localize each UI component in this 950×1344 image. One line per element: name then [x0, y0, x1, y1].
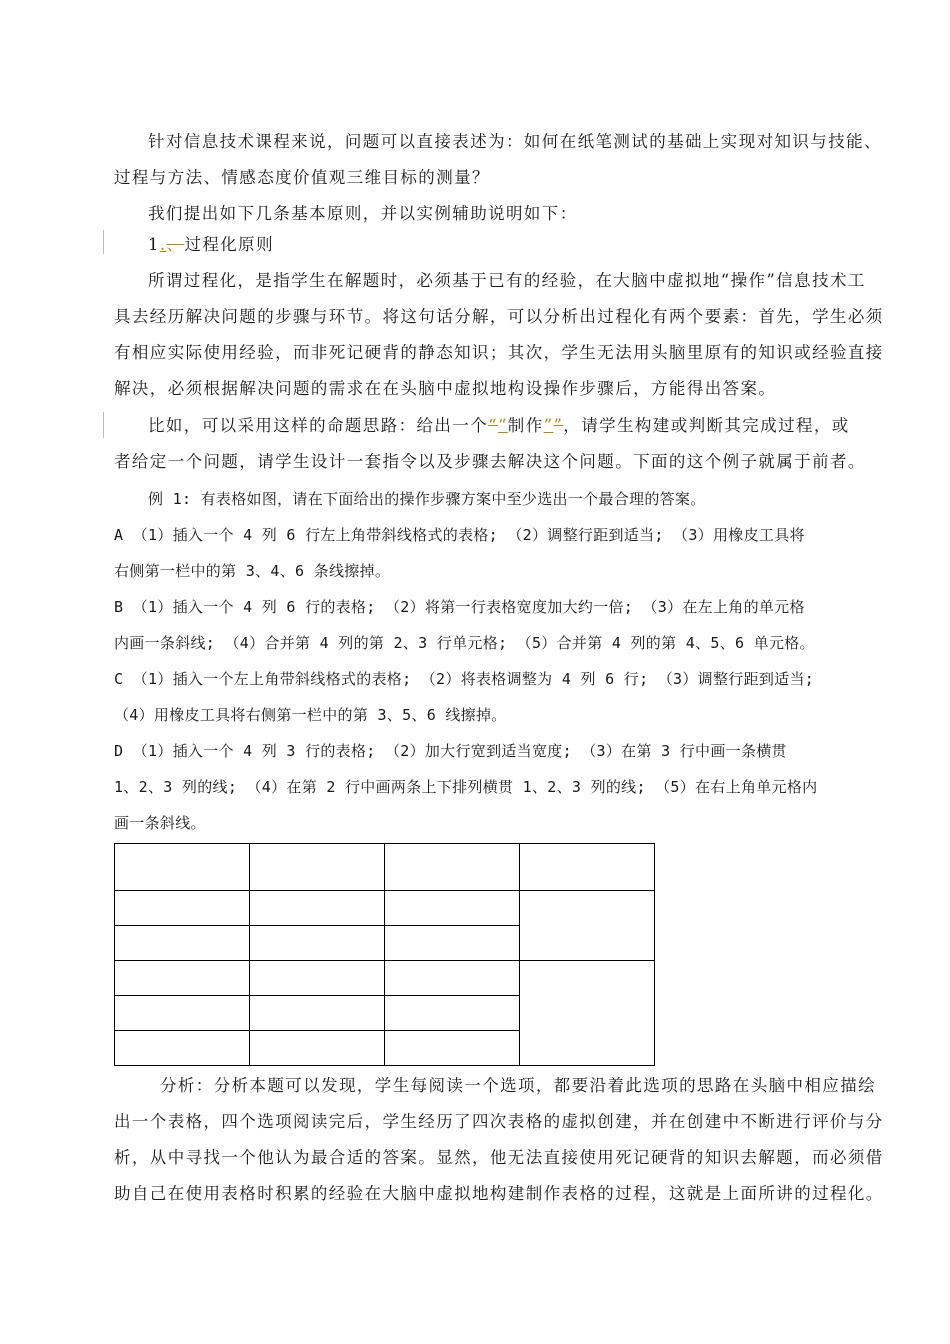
- text-run: ，请学生构建或判断其完成过程，或: [563, 416, 850, 435]
- option-b-line: 内画一条斜线; （4）合并第 4 列的第 2、3 行单元格; （5）合并第 4 列的第 4、5、6 单元格。: [114, 634, 815, 652]
- option-c-line: （4）用橡皮工具将右侧第一栏中的第 3、5、6 线擦掉。: [114, 706, 507, 724]
- inserted-text: ”: [543, 416, 554, 435]
- table-cell: [250, 844, 385, 891]
- text-run: 比如，可以采用这样的命题思路：给出一个: [148, 416, 489, 435]
- table-cell: [250, 961, 385, 996]
- inserted-text: “: [497, 416, 508, 435]
- analysis-line: 分析：分析本题可以发现，学生每阅读一个选项，都要沿着此选项的思路在头脑中相应描绘: [160, 1076, 876, 1095]
- table-merged-cell: [520, 961, 655, 1066]
- table-cell: [385, 961, 520, 996]
- text-run: 制作: [507, 416, 544, 435]
- table-cell: [115, 844, 250, 891]
- heading-text: 过程化原则: [184, 235, 274, 254]
- inserted-text: .: [159, 235, 167, 254]
- analysis-line: 出一个表格，四个选项阅读完后，学生经历了四次表格的虚拟创建，并在创建中不断进行评价与分: [114, 1112, 884, 1131]
- table-cell: [115, 961, 250, 996]
- paragraph-line: 我们提出如下几条基本原则，并以实例辅助说明如下：: [148, 204, 578, 223]
- paragraph-line: 具去经历解决问题的步骤与环节。将这句话分解，可以分析出过程化有两个要素：首先，学生必须: [114, 307, 884, 326]
- heading-number: 1: [148, 235, 160, 254]
- paragraph-line: 针对信息技术课程来说，问题可以直接表述为：如何在纸笔测试的基础上实现对知识与技能、: [148, 132, 882, 151]
- revision-change-bar: [103, 412, 104, 438]
- option-d-line: D （1）插入一个 4 列 3 行的表格; （2）加大行宽到适当宽度; （3）在第 3 行中画一条横贯: [114, 742, 787, 760]
- table-cell: [385, 1031, 520, 1066]
- option-a-line: A （1）插入一个 4 列 6 行左上角带斜线格式的表格; （2）调整行距到适当; （3）用橡皮工具将: [114, 526, 805, 544]
- option-d-line: 画一条斜线。: [114, 814, 206, 832]
- deleted-text: “: [488, 416, 498, 435]
- paragraph-line: 所谓过程化，是指学生在解题时，必须基于已有的经验，在大脑中虚拟地“操作”信息技术工: [148, 271, 866, 290]
- table-cell: [385, 926, 520, 961]
- section-heading: [148, 235, 878, 255]
- table-row: [115, 891, 655, 926]
- paragraph-line: 解决，必须根据解决问题的需求在在头脑中虚拟地构设操作步骤后，方能得出答案。: [114, 379, 777, 398]
- table-cell: [115, 1031, 250, 1066]
- table-cell: [115, 996, 250, 1031]
- table-cell: [250, 891, 385, 926]
- table-row: [115, 844, 655, 891]
- option-d-line: 1、2、3 列的线; （4）在第 2 行中画两条上下排列横贯 1、2、3 列的线; （5）在右上角单元格内: [114, 778, 818, 796]
- table-cell: [385, 996, 520, 1031]
- paragraph-line: 有相应实际使用经验，而非死记硬背的静态知识；其次，学生无法用头脑里原有的知识或经验直接: [114, 343, 884, 362]
- analysis-line: 助自己在使用表格时积累的经验在大脑中虚拟地构建制作表格的过程，这就是上面所讲的过程化。: [114, 1184, 884, 1203]
- table-cell: [250, 1031, 385, 1066]
- option-c-line: C （1）插入一个左上角带斜线格式的表格; （2）将表格调整为 4 列 6 行; （3）调整行距到适当;: [114, 670, 815, 688]
- table-cell: [520, 844, 655, 891]
- table-cell: [385, 844, 520, 891]
- analysis-line: 析，从中寻找一个他认为最合适的答案。显然，他无法直接使用死记硬背的知识去解题，而必须借: [114, 1148, 884, 1167]
- paragraph-line: [148, 416, 878, 436]
- table-cell: [115, 926, 250, 961]
- paragraph-line: 者给定一个问题，请学生设计一套指令以及步骤去解决这个问题。下面的这个例子就属于前者。: [114, 452, 866, 471]
- revision-change-bar: [103, 230, 104, 254]
- paragraph-line: 过程与方法、情感态度价值观三维目标的测量？: [114, 168, 490, 187]
- deleted-text: ”: [553, 416, 564, 435]
- table-cell: [115, 891, 250, 926]
- table-row: [115, 961, 655, 996]
- example-title: 例 1: 有表格如图，请在下面给出的操作步骤方案中至少选出一个最合理的答案。: [148, 490, 706, 508]
- table-merged-cell: [520, 891, 655, 961]
- table-cell: [250, 926, 385, 961]
- option-a-line: 右侧第一栏中的第 3、4、6 条线擦掉。: [114, 562, 391, 580]
- deleted-text: 、: [166, 235, 185, 254]
- table-cell: [385, 891, 520, 926]
- example-table: [114, 843, 655, 1066]
- table-cell: [250, 996, 385, 1031]
- option-b-line: B （1）插入一个 4 列 6 行的表格; （2）将第一行表格宽度加大约一倍; （3）在左上角的单元格: [114, 598, 805, 616]
